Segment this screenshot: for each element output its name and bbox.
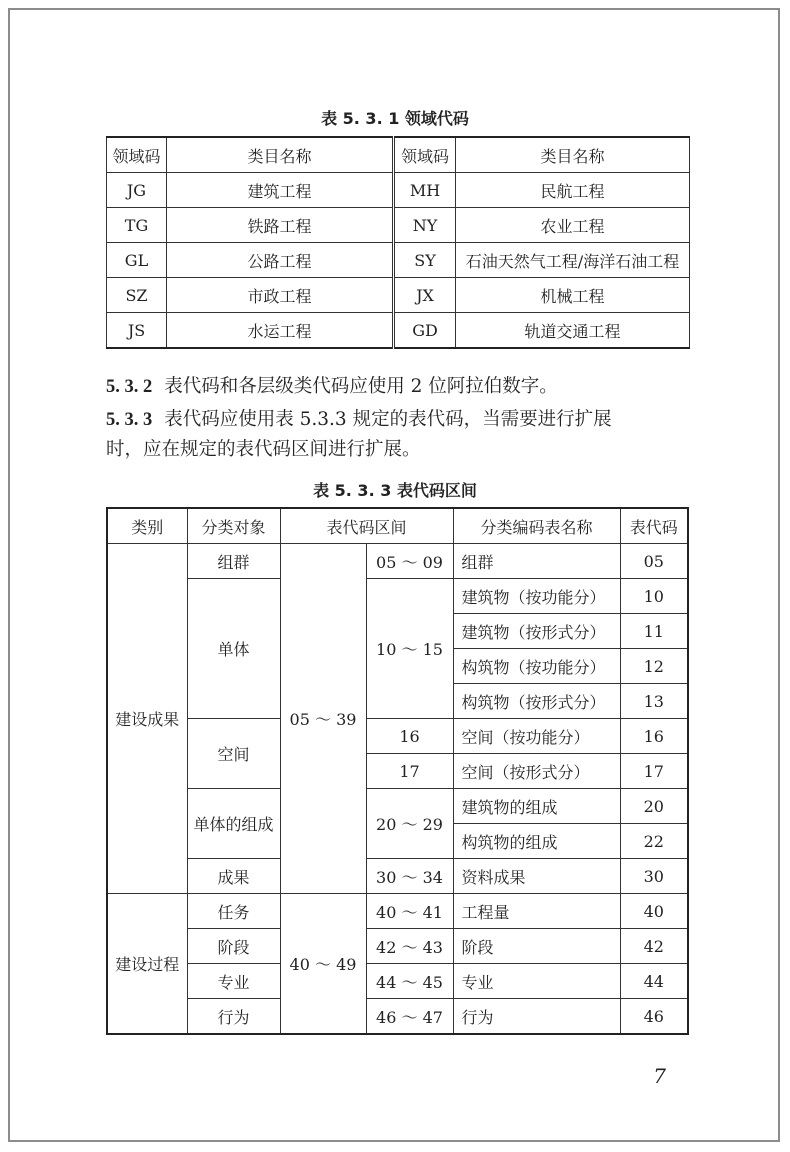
table-code-range-table (106, 507, 689, 1035)
code-cell: 44 (620, 964, 688, 999)
subrange-cell: 42 ～ 43 (366, 929, 453, 964)
range-cell: 05 ～ 39 (280, 544, 366, 894)
category-name: 轨道交通工程 (456, 313, 690, 349)
table-name-cell: 构筑物（按形式分） (453, 684, 620, 719)
domain-code: SZ (107, 278, 167, 313)
object-cell: 专业 (187, 964, 280, 999)
code-cell: 40 (620, 894, 688, 929)
table-name-cell: 空间（按形式分） (453, 754, 620, 789)
clause-5-3-3 (106, 405, 696, 465)
table-row (107, 789, 688, 824)
object-cell: 阶段 (187, 929, 280, 964)
subrange-cell: 05 ～ 09 (366, 544, 453, 579)
category-name: 公路工程 (167, 243, 394, 278)
category-name: 建筑工程 (167, 173, 394, 208)
code-cell: 16 (620, 719, 688, 754)
category-name: 民航工程 (456, 173, 690, 208)
table-row (107, 719, 688, 754)
table-row (107, 859, 688, 894)
code-cell: 42 (620, 929, 688, 964)
table1-caption: 表 5. 3. 1 领域代码 (321, 109, 469, 128)
object-cell: 任务 (187, 894, 280, 929)
object-cell: 空间 (187, 719, 280, 789)
code-cell: 13 (620, 684, 688, 719)
column-header: 类目名称 (456, 137, 690, 173)
object-cell: 单体 (187, 579, 280, 719)
domain-code: TG (107, 208, 167, 243)
table-row (107, 173, 690, 208)
column-header: 领域码 (394, 137, 456, 173)
clause-text: 表代码应使用表 5.3.3 规定的表代码，当需要进行扩展 (164, 409, 612, 430)
clause-number: 5. 3. 2 (106, 377, 153, 397)
table-header-row (107, 508, 688, 544)
subrange-cell: 46 ～ 47 (366, 999, 453, 1035)
table-row (107, 579, 688, 614)
clause-text: 表代码和各层级类代码应使用 2 位阿拉伯数字。 (164, 376, 558, 397)
subrange-cell: 20 ～ 29 (366, 789, 453, 859)
object-cell: 组群 (187, 544, 280, 579)
code-cell: 12 (620, 649, 688, 684)
table-name-cell: 建筑物的组成 (453, 789, 620, 824)
domain-code-table (106, 136, 690, 349)
category-name: 市政工程 (167, 278, 394, 313)
table-name-cell: 空间（按功能分） (453, 719, 620, 754)
table-name-cell: 行为 (453, 999, 620, 1035)
clause-number: 5. 3. 3 (106, 410, 153, 430)
column-header: 领域码 (107, 137, 167, 173)
table-name-cell: 工程量 (453, 894, 620, 929)
code-cell: 17 (620, 754, 688, 789)
object-cell: 行为 (187, 999, 280, 1035)
category-name: 机械工程 (456, 278, 690, 313)
code-cell: 46 (620, 999, 688, 1035)
domain-code: MH (394, 173, 456, 208)
table-name-cell: 专业 (453, 964, 620, 999)
column-header: 类别 (107, 508, 187, 544)
table-name-cell: 建筑物（按形式分） (453, 614, 620, 649)
domain-code: JX (394, 278, 456, 313)
code-cell: 20 (620, 789, 688, 824)
table-row (107, 544, 688, 579)
column-header: 表代码区间 (280, 508, 453, 544)
table-name-cell: 阶段 (453, 929, 620, 964)
subrange-cell: 44 ～ 45 (366, 964, 453, 999)
domain-code: GL (107, 243, 167, 278)
table2-caption: 表 5. 3. 3 表代码区间 (313, 481, 477, 500)
table-row (107, 313, 690, 349)
code-cell: 11 (620, 614, 688, 649)
category-name: 铁路工程 (167, 208, 394, 243)
object-cell: 成果 (187, 859, 280, 894)
table-row (107, 894, 688, 929)
table-name-cell: 组群 (453, 544, 620, 579)
clause-5-3-2 (106, 372, 696, 402)
subrange-cell: 10 ～ 15 (366, 579, 453, 719)
domain-code: JG (107, 173, 167, 208)
range-cell: 40 ～ 49 (280, 894, 366, 1035)
subrange-cell: 17 (366, 754, 453, 789)
page-number: 7 (653, 1064, 666, 1088)
domain-code: GD (394, 313, 456, 349)
table-row (107, 929, 688, 964)
category-name: 水运工程 (167, 313, 394, 349)
object-cell: 单体的组成 (187, 789, 280, 859)
column-header: 分类对象 (187, 508, 280, 544)
table-row (107, 999, 688, 1035)
category-name: 农业工程 (456, 208, 690, 243)
domain-code: JS (107, 313, 167, 349)
table-row (107, 208, 690, 243)
clause-text: 时，应在规定的表代码区间进行扩展。 (106, 439, 421, 460)
category-cell: 建设过程 (107, 894, 187, 1035)
column-header: 分类编码表名称 (453, 508, 620, 544)
table-name-cell: 资料成果 (453, 859, 620, 894)
table-row (107, 278, 690, 313)
code-cell: 05 (620, 544, 688, 579)
domain-code: NY (394, 208, 456, 243)
subrange-cell: 40 ～ 41 (366, 894, 453, 929)
table-name-cell: 构筑物（按功能分） (453, 649, 620, 684)
category-cell: 建设成果 (107, 544, 187, 894)
table-row (107, 243, 690, 278)
code-cell: 22 (620, 824, 688, 859)
code-cell: 30 (620, 859, 688, 894)
table-row (107, 964, 688, 999)
subrange-cell: 16 (366, 719, 453, 754)
code-cell: 10 (620, 579, 688, 614)
category-name: 石油天然气工程/海洋石油工程 (456, 243, 690, 278)
table-header-row (107, 137, 690, 173)
subrange-cell: 30 ～ 34 (366, 859, 453, 894)
table-name-cell: 构筑物的组成 (453, 824, 620, 859)
table-name-cell: 建筑物（按功能分） (453, 579, 620, 614)
column-header: 表代码 (620, 508, 688, 544)
column-header: 类目名称 (167, 137, 394, 173)
domain-code: SY (394, 243, 456, 278)
